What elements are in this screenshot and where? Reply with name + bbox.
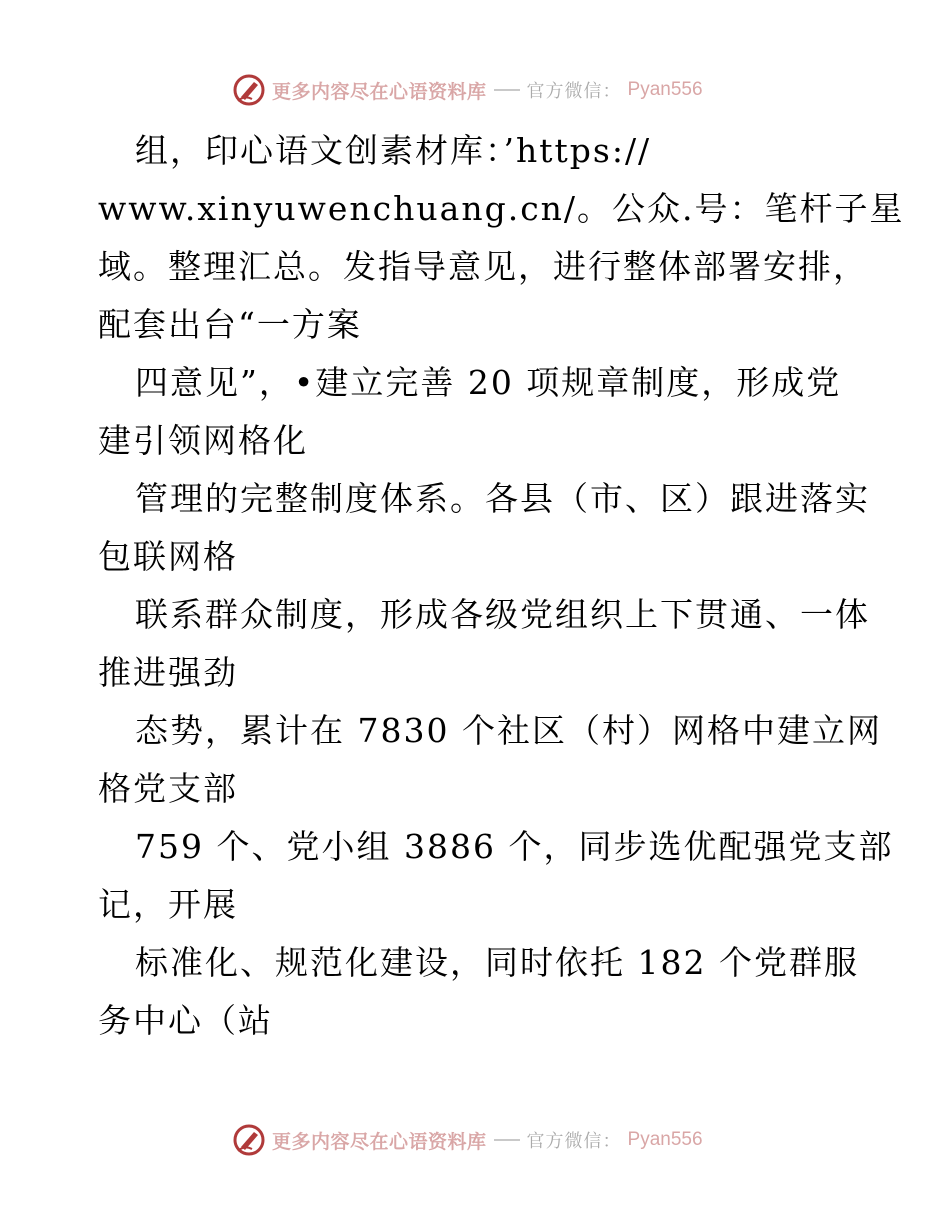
body-line: 建引领网格化 [98, 421, 308, 460]
body-line: 态势，累计在 7830 个社区（村）网格中建立网 [135, 711, 882, 750]
header-banner-wechat-id: Pyan556 [627, 79, 703, 100]
seal-logo-icon [232, 1123, 266, 1157]
footer-banner [232, 1122, 703, 1158]
seal-logo-icon [232, 73, 266, 107]
header-banner-divider [494, 89, 520, 91]
body-line: 配套出台“一方案 [98, 305, 362, 344]
body-line: 联系群众制度，形成各级党组织上下贯通、一体 [135, 595, 870, 634]
body-line: 标准化、规范化建设，同时依托 182 个党群服 [135, 943, 859, 982]
body-line: 记，开展 [98, 885, 238, 924]
document-body [98, 122, 905, 1050]
header-banner [232, 72, 703, 108]
body-line: 管理的完整制度体系。各县（市、区）跟进落实 [135, 479, 870, 518]
footer-banner-divider [494, 1139, 520, 1141]
footer-banner-subtitle: 官方微信： [526, 1131, 622, 1152]
body-line: 组，印心语文创素材库：’https:// [135, 131, 652, 170]
header-banner-title: 更多内容尽在心语资料库 [272, 80, 487, 103]
header-banner-subtitle: 官方微信： [526, 81, 622, 102]
footer-banner-wechat-id: Pyan556 [627, 1129, 703, 1150]
footer-banner-title: 更多内容尽在心语资料库 [272, 1130, 487, 1153]
body-line: 四意见”，•建立完善 20 项规章制度，形成党 [135, 363, 842, 402]
body-line: 格党支部 [98, 769, 238, 808]
body-line: www.xinyuwenchuang.cn/。公众.号：笔杆子星 [98, 189, 905, 228]
body-line: 务中心（站 [98, 1001, 273, 1040]
body-line: 包联网格 [98, 537, 238, 576]
body-line: 推进强劲 [98, 653, 238, 692]
body-line: 759 个、党小组 3886 个，同步选优配强党支部 [135, 827, 894, 866]
body-line: 域。整理汇总。发指导意见，进行整体部署安排， [98, 247, 868, 286]
